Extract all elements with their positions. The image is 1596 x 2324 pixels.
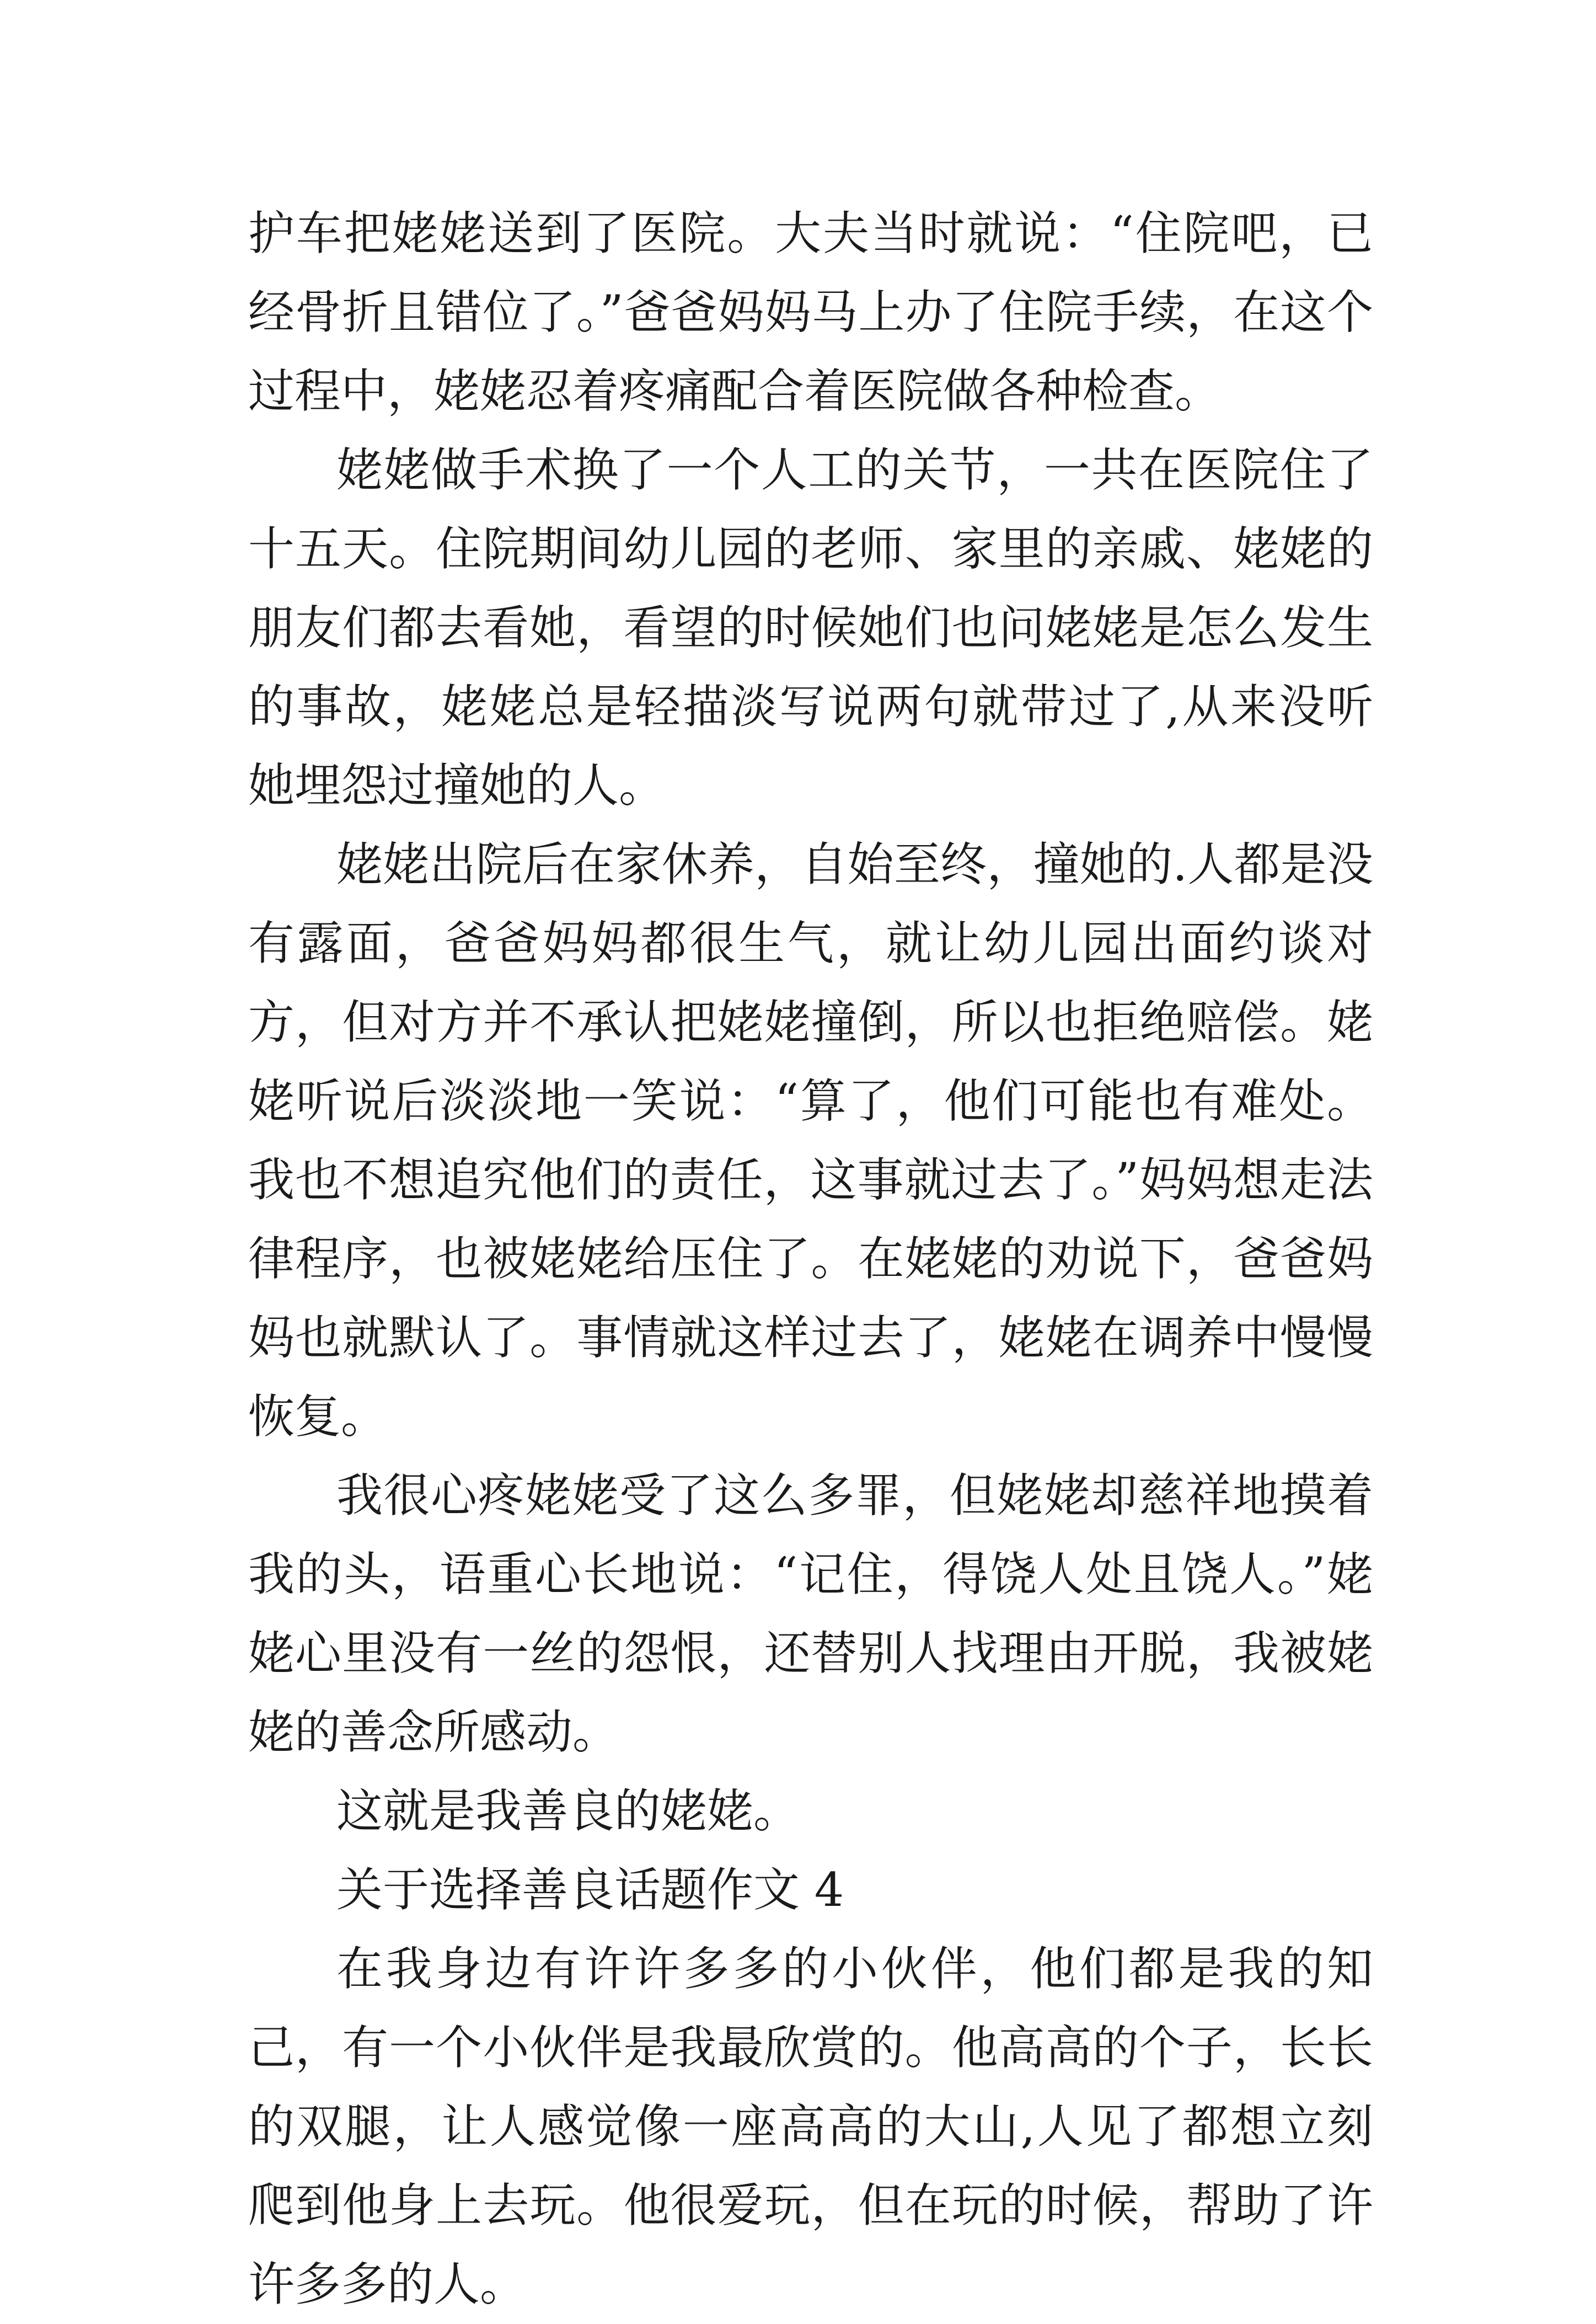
paragraph-5: 这就是我善良的姥姥。 bbox=[336, 1784, 800, 1838]
document-body bbox=[248, 194, 1373, 2324]
paragraph-2: 姥姥做手术换了一个人工的关节，一共在医院住了十五天。住院期间幼儿园的老师、家里的亲戚、姥姥的朋友们都去看她，看望的时候她们也问姥姥是怎么发生的事故，姥姥总是轻描淡写说两句就带过了,从来没听她埋怨过撞她的人。 bbox=[248, 443, 1373, 813]
section-heading: 关于选择善良话题作文 4 bbox=[336, 1863, 844, 1917]
paragraph-6: 在我身边有许许多多的小伙伴，他们都是我的知己，有一个小伙伴是我最欣赏的。他高高的个子，长长的双腿，让人感觉像一座高高的大山,人见了都想立刻爬到他身上去玩。他很爱玩，但在玩的时候，帮助了许许多多的人。 bbox=[248, 1942, 1373, 2311]
paragraph-1: 护车把姥姥送到了医院。大夫当时就说：“住院吧，已经骨折且错位了。”爸爸妈妈马上办了住院手续，在这个过程中，姥姥忍着疼痛配合着医院做各种检查。 bbox=[248, 206, 1373, 418]
paragraph-4: 我很心疼姥姥受了这么多罪，但姥姥却慈祥地摸着我的头，语重心长地说：“记住，得饶人处且饶人。”姥姥心里没有一丝的怨恨，还替别人找理由开脱，我被姥姥的善念所感动。 bbox=[248, 1468, 1373, 1759]
paragraph-3: 姥姥出院后在家休养，自始至终，撞她的.人都是没有露面，爸爸妈妈都很生气，就让幼儿园出面约谈对方，但对方并不承认把姥姥撞倒，所以也拒绝赔偿。姥姥听说后淡淡地一笑说：“算了，他们可能也有难处。我也不想追究他们的责任，这事就过去了。”妈妈想走法律程序，也被姥姥给压住了。在姥姥的劝说下，爸爸妈妈也就默认了。事情就这样过去了，姥姥在调养中慢慢恢复。 bbox=[248, 837, 1373, 1444]
